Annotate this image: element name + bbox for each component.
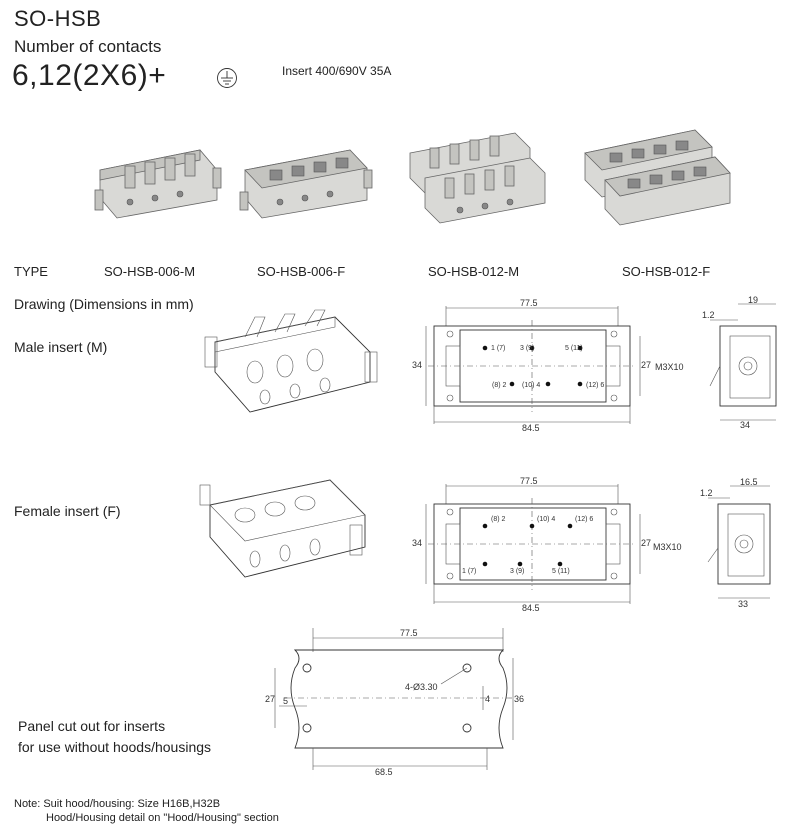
contacts-subtitle: Number of contacts xyxy=(14,37,162,56)
model-006-f: SO-HSB-006-F xyxy=(257,264,346,279)
drawing-heading: Drawing (Dimensions in mm) xyxy=(14,296,194,312)
female-pin-2: (8) 2 xyxy=(491,516,506,523)
panel-dim-height: 36 xyxy=(514,694,525,704)
model-012-m: SO-HSB-012-M xyxy=(428,264,520,279)
panel-label-line2: for use without hoods/housings xyxy=(18,739,212,755)
panel-cutout-drawing xyxy=(265,628,525,778)
insert-rating: Insert 400/690V 35A xyxy=(282,64,392,78)
female-pin-4: (10) 4 xyxy=(537,516,556,523)
panel-dim-offset: 5 xyxy=(283,696,289,706)
female-dim-side-depth: 33 xyxy=(738,599,749,609)
female-pin-5: 5 (11) xyxy=(552,568,570,575)
product-series-title: SO-HSB xyxy=(14,6,102,31)
male-pin-6: (12) 6 xyxy=(586,382,605,389)
female-dim-screw: M3X10 xyxy=(653,542,682,552)
female-dim-side-offset: 1.2 xyxy=(700,488,713,498)
contacts-count: 6,12(2X6)+ xyxy=(12,59,167,92)
male-dim-overall: 84.5 xyxy=(522,423,540,433)
panel-dim-width: 77.5 xyxy=(400,628,418,638)
male-insert-front-drawing xyxy=(412,296,652,433)
panel-dim-inner: 68.5 xyxy=(375,767,393,777)
female-dim-height-right: 27 xyxy=(641,538,652,548)
female-pin-1: 1 (7) xyxy=(462,568,477,575)
female-insert-isometric xyxy=(200,475,375,585)
note-line2: Hood/Housing detail on "Hood/Housing" section xyxy=(46,812,279,824)
product-image-006-f xyxy=(240,140,375,220)
product-image-012-m xyxy=(405,128,550,228)
model-012-f: SO-HSB-012-F xyxy=(622,264,711,279)
protective-earth-icon xyxy=(216,67,238,89)
male-insert-side-drawing xyxy=(655,295,785,431)
female-pin-3: 3 (9) xyxy=(510,568,525,575)
male-insert-isometric xyxy=(205,312,380,417)
female-dim-width: 77.5 xyxy=(520,476,538,486)
male-dim-width: 77.5 xyxy=(520,298,538,308)
male-pin-1: 1 (7) xyxy=(491,345,506,352)
female-dim-overall: 84.5 xyxy=(522,603,540,613)
female-insert-side-drawing xyxy=(653,477,785,613)
male-pin-4: (10) 4 xyxy=(522,382,541,389)
panel-dim-pitch: 27 xyxy=(265,694,276,704)
panel-dim-holes: 4-Ø3.30 xyxy=(405,682,438,692)
male-dim-height-left: 34 xyxy=(412,360,423,370)
female-dim-height-left: 34 xyxy=(412,538,423,548)
male-dim-side-offset: 1.2 xyxy=(702,310,715,320)
male-pin-2: (8) 2 xyxy=(492,382,507,389)
male-insert-label: Male insert (M) xyxy=(14,339,108,355)
type-label: TYPE xyxy=(14,264,48,279)
product-image-012-f xyxy=(580,125,735,230)
note-line1: Note: Suit hood/housing: Size H16B,H32B xyxy=(14,798,221,810)
male-dim-height-right: 27 xyxy=(641,360,652,370)
model-006-m: SO-HSB-006-M xyxy=(104,264,196,279)
male-dim-side-width: 19 xyxy=(748,295,759,305)
panel-label-line1: Panel cut out for inserts xyxy=(18,718,166,734)
product-image-006-m xyxy=(95,140,225,220)
female-pin-6: (12) 6 xyxy=(575,516,594,523)
female-insert-front-drawing xyxy=(412,476,652,613)
male-dim-screw: M3X10 xyxy=(655,362,684,372)
male-pin-5: 5 (11) xyxy=(565,345,583,352)
male-pin-3: 3 (9) xyxy=(520,345,535,352)
female-dim-side-width: 16.5 xyxy=(740,477,758,487)
panel-dim-gap: 4 xyxy=(485,694,491,704)
female-insert-label: Female insert (F) xyxy=(14,503,121,519)
male-dim-side-depth: 34 xyxy=(740,420,751,430)
